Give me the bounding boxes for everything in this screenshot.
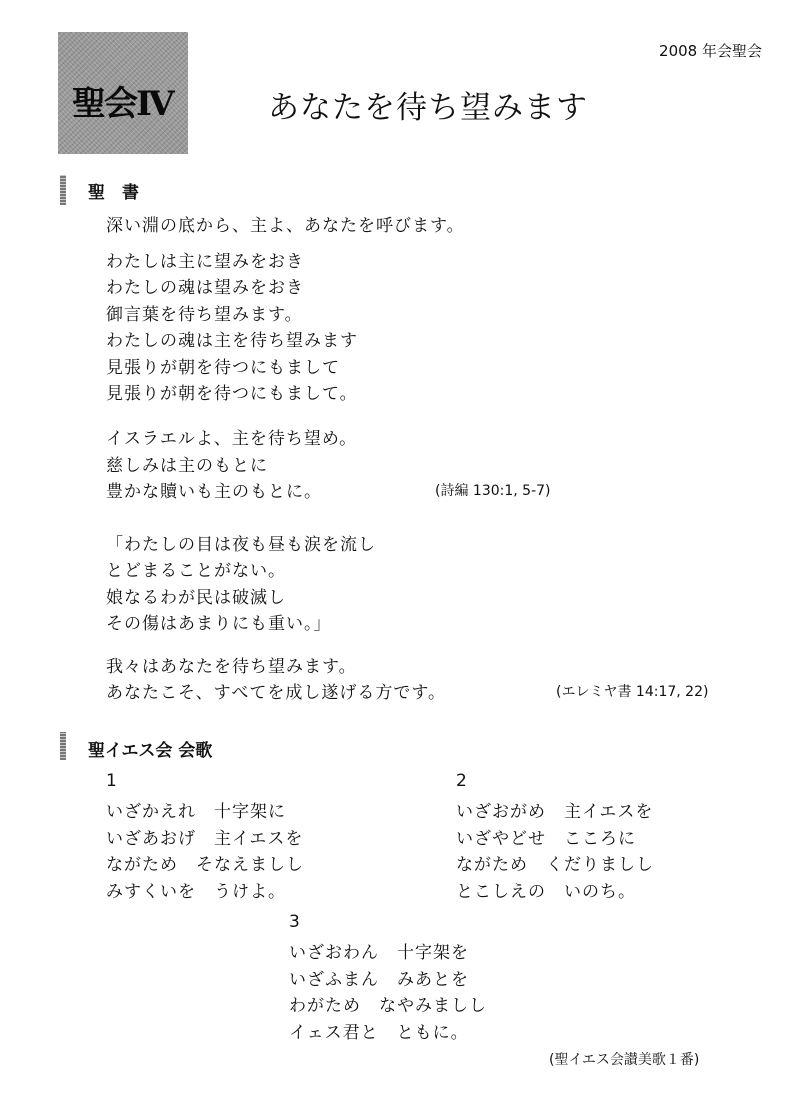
session-badge <box>58 32 188 154</box>
verse-line: みすくいを うけよ。 <box>106 882 286 902</box>
song-source: (聖イエス会讃美歌１番) <box>549 1052 700 1068</box>
verse-line: いざあおげ 主イエスを <box>106 829 304 849</box>
verse-line: とこしえの いのち。 <box>456 882 636 902</box>
scripture-reference: (エレミヤ書 14:17, 22) <box>556 684 709 700</box>
verse-line: いざおわん 十字架を <box>289 943 469 963</box>
session-badge-label: 聖会Ⅳ <box>72 84 173 124</box>
event-label: 2008 年会聖会 <box>659 42 762 60</box>
scripture-intro: 深い淵の底から、主よ、あなたを呼びます。 <box>106 216 465 236</box>
scripture-line: 我々はあなたを待ち望みます。 <box>106 657 357 677</box>
verse-line: いざふまん みあとを <box>289 970 469 990</box>
scripture-line: 「わたしの目は夜も昼も涙を流し <box>106 535 376 555</box>
verse-line: いざおがめ 主イエスを <box>456 802 654 822</box>
verse-line: イェス君と ともに。 <box>289 1023 469 1043</box>
scripture-reference: (詩編 130:1, 5-7) <box>435 483 551 499</box>
verse-line: いざやどせ こころに <box>456 829 636 849</box>
song-heading: 聖イエス会 会歌 <box>88 741 213 761</box>
scripture-line: イスラエルよ、主を待ち望め。 <box>106 429 358 449</box>
scripture-line: 娘なるわが民は破滅し <box>106 588 286 608</box>
verse-number: 3 <box>289 912 301 932</box>
scripture-line: 豊かな贖いも主のもとに。 <box>106 482 322 502</box>
section-marker-song <box>60 732 66 760</box>
verse-line: いざかえれ 十字架に <box>106 802 286 822</box>
scripture-line: わたしは主に望みをおき <box>106 252 304 272</box>
section-marker-scripture <box>60 175 66 205</box>
page-title: あなたを待ち望みます <box>268 90 588 126</box>
scripture-line: わたしの魂は主を待ち望みます <box>106 331 358 351</box>
verse-line: わがため なやみましし <box>289 996 487 1016</box>
verse-line: ながため そなえましし <box>106 855 304 875</box>
scripture-line: わたしの魂は望みをおき <box>106 278 304 298</box>
scripture-line: 見張りが朝を待つにもまして <box>106 358 340 378</box>
scripture-heading: 聖 書 <box>88 183 139 203</box>
verse-line: ながため くだりましし <box>456 855 654 875</box>
scripture-line: とどまることがない。 <box>106 561 286 581</box>
verse-number: 1 <box>106 771 118 791</box>
scripture-line: 見張りが朝を待つにもまして。 <box>106 384 358 404</box>
scripture-line: 慈しみは主のもとに <box>106 456 268 476</box>
scripture-line: その傷はあまりにも重い。」 <box>106 614 332 634</box>
verse-number: 2 <box>456 771 468 791</box>
scripture-line: あなたこそ、すべてを成し遂げる方です。 <box>106 683 446 703</box>
scripture-line: 御言葉を待ち望みます。 <box>106 305 303 325</box>
